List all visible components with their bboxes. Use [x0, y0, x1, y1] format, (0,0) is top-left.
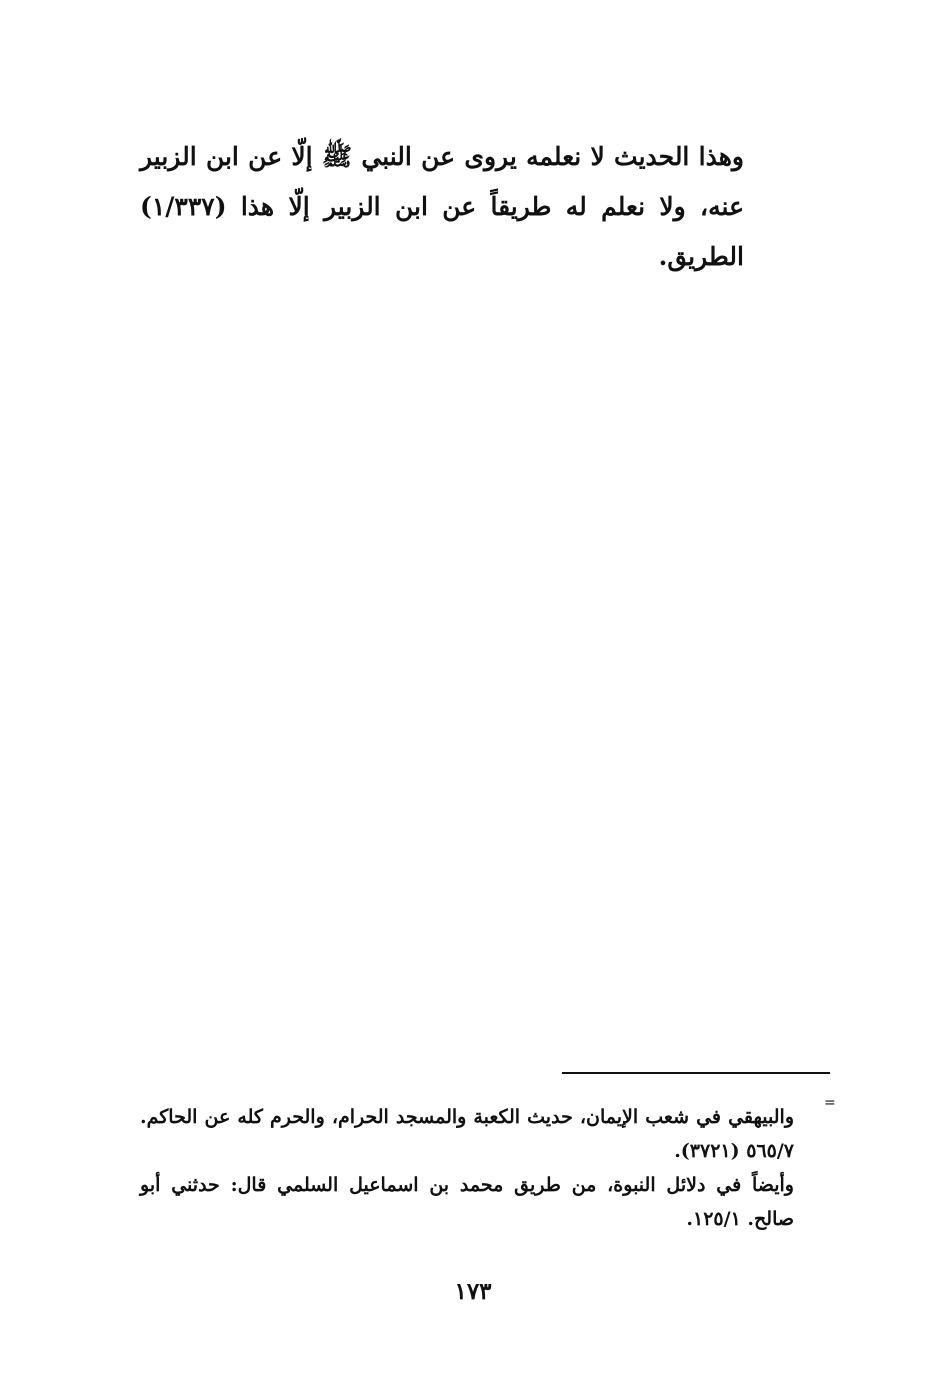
main-paragraph: وهذا الحديث لا نعلمه يروى عن النبي ﷺ إلّا عن ابن الزبير عنه، ولا نعلم له طريقاً عن ابن الزبير إلّا هذا (١/٣٣٧) الطريق. — [140, 142, 744, 271]
main-text-block — [140, 132, 744, 282]
page-number: ١٧٣ — [454, 1278, 492, 1305]
footnotes-block — [140, 1100, 794, 1236]
footnote-continuation-mark: = — [824, 1095, 836, 1111]
footnote-line: والبيهقي في شعب الإيمان، حديث الكعبة والمسجد الحرام، والحرم كله عن الحاكم. ٥٦٥/٧ (٣٧٢١). — [140, 1106, 794, 1162]
footnote-line: وأيضاً في دلائل النبوة، من طريق محمد بن اسماعيل السلمي قال: حدثني أبو صالح. ١٢٥/١. — [140, 1174, 794, 1230]
footnote-separator — [562, 1072, 830, 1074]
